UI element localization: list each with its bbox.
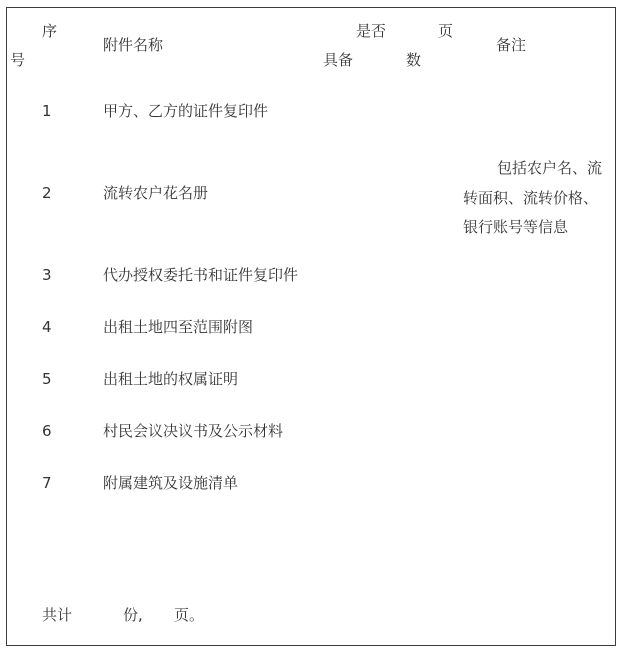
table-border <box>6 7 616 646</box>
row-number: 6 <box>42 422 52 440</box>
footer-total-label: 共计 <box>42 606 73 624</box>
row-attachment-name: 代办授权委托书和证件复印件 <box>103 266 299 284</box>
remark-line: 转面积、流转价格、 <box>463 188 599 207</box>
row-attachment-name: 附属建筑及设施清单 <box>103 474 239 492</box>
footer-copies-label: 份, <box>123 606 143 624</box>
remark-line: 银行账号等信息 <box>463 218 569 236</box>
row-attachment-name: 甲方、乙方的证件复印件 <box>103 102 269 120</box>
header-pages-line2: 数 <box>406 51 422 69</box>
row-remark <box>463 154 623 243</box>
row-number: 2 <box>42 184 52 202</box>
row-number: 4 <box>42 318 52 336</box>
header-has-line1: 是否 <box>356 22 387 40</box>
header-remark: 备注 <box>496 36 527 54</box>
header-seq-line2: 号 <box>10 51 26 69</box>
header-attachment-name: 附件名称 <box>103 36 164 54</box>
row-attachment-name: 出租土地四至范围附图 <box>103 318 254 336</box>
row-attachment-name: 出租土地的权属证明 <box>103 370 239 388</box>
row-number: 7 <box>42 474 52 492</box>
row-attachment-name: 村民会议决议书及公示材料 <box>103 422 284 440</box>
footer-pages-label: 页。 <box>174 606 205 624</box>
header-pages-line1: 页 <box>438 22 454 40</box>
header-has-line2: 具备 <box>323 51 354 69</box>
row-number: 5 <box>42 370 52 388</box>
row-attachment-name: 流转农户花名册 <box>103 184 209 202</box>
header-seq-line1: 序 <box>42 22 58 40</box>
row-number: 3 <box>42 266 52 284</box>
remark-line: 包括农户名、流 <box>497 159 603 177</box>
row-number: 1 <box>42 102 52 120</box>
